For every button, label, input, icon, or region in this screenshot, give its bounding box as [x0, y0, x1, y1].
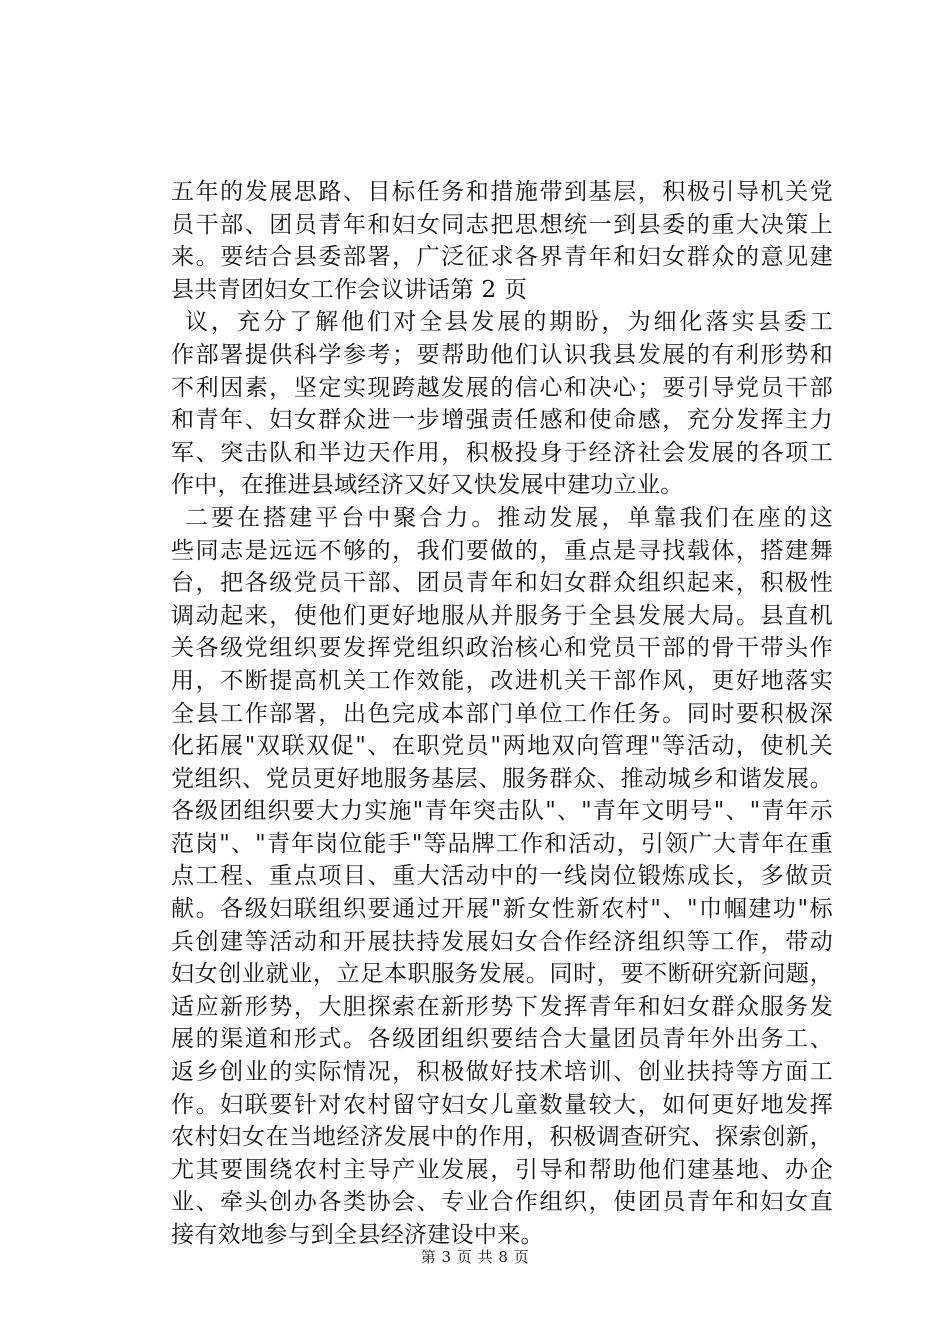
- text-line: 化拓展"双联双促"、在职党员"两地双向管理"等活动，使机关: [171, 733, 833, 760]
- text-line: 不利因素，坚定实现跨越发展的信心和决心；要引导党员干部: [171, 374, 833, 401]
- text-line: 五年的发展思路、目标任务和措施带到基层，积极引导机关党: [171, 179, 833, 205]
- text-line: 议，充分了解他们对全县发展的期盼，为细化落实县委工: [185, 309, 833, 336]
- text-line: 作部署提供科学参考；要帮助他们认识我县发展的有利形势和: [171, 341, 833, 368]
- text-line: 妇女创业就业，立足本职服务发展。同时，要不断研究新问题，: [171, 961, 833, 988]
- text-line: 作中，在推进县域经济又好又快发展中建功立业。: [171, 472, 684, 499]
- text-line: 台，把各级党员干部、团员青年和妇女群众组织起来，积极性: [171, 570, 833, 597]
- text-line: 兵创建等活动和开展扶持发展妇女合作经济组织等工作，带动: [171, 928, 833, 955]
- text-line: 军、突击队和半边天作用，积极投身于经济社会发展的各项工: [171, 439, 833, 466]
- text-line: 返乡创业的实际情况，积极做好技术培训、创业扶持等方面工: [171, 1059, 833, 1086]
- text-line: 些同志是远远不够的，我们要做的，重点是寻找载体，搭建舞: [171, 537, 833, 564]
- text-line: 用，不断提高机关工作效能，改进机关干部作风，更好地落实: [171, 667, 833, 694]
- text-line: 尤其要围绕农村主导产业发展，引导和帮助他们建基地、办企: [171, 1156, 833, 1183]
- text-line: 来。要结合县委部署，广泛征求各界青年和妇女群众的意见建: [171, 244, 833, 271]
- text-line: 展的渠道和形式。各级团组织要结合大量团员青年外出务工、: [171, 1026, 833, 1053]
- text-line: 关各级党组织要发挥党组织政治核心和党员干部的骨干带头作: [171, 635, 833, 662]
- text-line: 党组织、党员更好地服务基层、服务群众、推动城乡和谐发展。: [171, 765, 833, 792]
- body-text: [171, 176, 833, 1252]
- text-line: 各级团组织要大力实施"青年突击队"、"青年文明号"、"青年示: [171, 798, 833, 825]
- text-line: 适应新形势，大胆探索在新形势下发挥青年和妇女群众服务发: [171, 993, 833, 1020]
- text-line: 全县工作部署，出色完成本部门单位工作任务。同时要积极深: [171, 700, 833, 727]
- text-line: 范岗"、"青年岗位能手"等品牌工作和活动，引领广大青年在重: [171, 830, 833, 857]
- text-line: 员干部、团员青年和妇女同志把思想统一到县委的重大决策上: [171, 211, 833, 238]
- text-line: 二要在搭建平台中聚合力。推动发展，单靠我们在座的这: [185, 504, 833, 531]
- text-line: 接有效地参与到全县经济建设中来。: [171, 1222, 544, 1248]
- text-line: 点工程、重点项目、重大活动中的一线岗位锻炼成长，多做贡: [171, 863, 833, 890]
- text-line: 农村妇女在当地经济发展中的作用，积极调查研究、探索创新，: [171, 1124, 833, 1151]
- page-header-line: 县共青团妇女工作会议讲话第 2 页: [171, 276, 528, 303]
- text-line: 献。各级妇联组织要通过开展"新女性新农村"、"巾帼建功"标: [171, 896, 833, 923]
- text-line: 作。妇联要针对农村留守妇女儿童数量较大，如何更好地发挥: [171, 1091, 833, 1118]
- text-line: 业、牵头创办各类协会、专业合作组织，使团员青年和妇女直: [171, 1189, 833, 1216]
- text-line: 调动起来，使他们更好地服从并服务于全县发展大局。县直机: [171, 602, 833, 629]
- text-line: 和青年、妇女群众进一步增强责任感和使命感，充分发挥主力: [171, 407, 833, 434]
- page-number-footer: 第 3 页 共 8 页: [420, 1248, 530, 1266]
